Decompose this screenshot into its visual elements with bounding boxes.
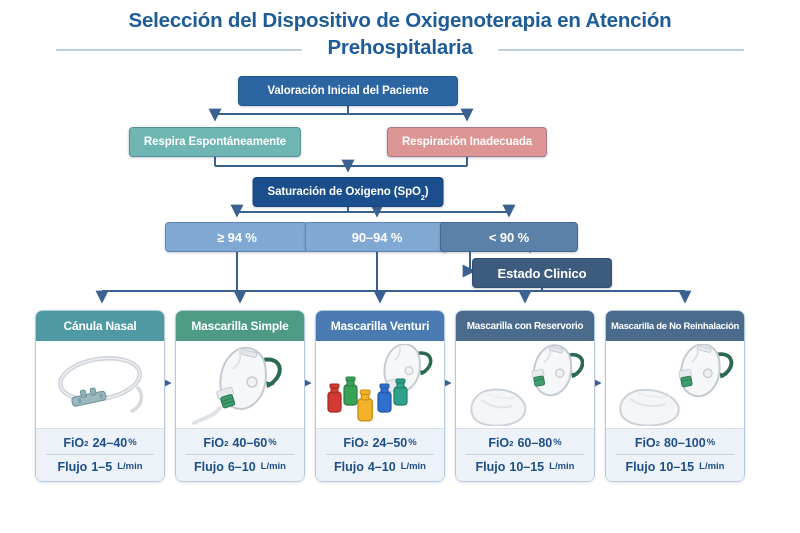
fio2-value: FiO $_2$ 60–80 % [488, 435, 562, 450]
device-values-panel [176, 428, 304, 481]
device-name: Mascarilla Simple [191, 319, 289, 333]
device-card-mascarilla-simple [175, 310, 305, 482]
node-estado-label: Estado Clinico [497, 265, 587, 281]
simple-mask-icon [184, 344, 296, 426]
non-rebreather-mask-icon [616, 344, 734, 426]
venturi-mask-icon [324, 344, 436, 426]
device-name: Mascarilla Venturi [330, 319, 430, 333]
node-spo2-mid-label: 90–94 % [351, 229, 403, 245]
flujo-value: Flujo 1–5 L/min [57, 459, 143, 474]
node-valoracion-inicial [238, 76, 458, 106]
node-estado-clinico [472, 258, 612, 288]
node-spo2-low-label: < 90 % [488, 229, 530, 245]
fio2-value: FiO $_2$ 24–50 % [343, 435, 417, 450]
fio2-value: FiO $_2$ 24–40 % [63, 435, 137, 450]
flujo-value: Flujo 10–15 L/min [475, 459, 575, 474]
device-name: Mascarilla con Reservorio [466, 320, 584, 332]
device-name: Cánula Nasal [63, 319, 137, 333]
device-card-header [316, 311, 444, 341]
device-card-mascarilla-con-reservorio [455, 310, 595, 482]
node-valoracion-label: Valoración Inicial del Paciente [267, 85, 429, 97]
page-title [0, 8, 800, 61]
device-card-header [606, 311, 744, 341]
device-values-panel [606, 428, 744, 481]
node-respira-label: Respira Espontáneamente [143, 136, 287, 148]
device-card-header [36, 311, 164, 341]
device-values-panel [36, 428, 164, 481]
reservoir-mask-icon [466, 344, 584, 426]
node-spo2-lt-90 [440, 222, 578, 252]
node-saturacion-oxigeno [253, 177, 444, 207]
device-name: Mascarilla de No Reinhalación [610, 320, 740, 332]
device-values-panel [316, 428, 444, 481]
node-spo2-gte-94 [165, 222, 309, 252]
title-divider-left [56, 49, 302, 51]
node-respira-espontaneamente [129, 127, 301, 157]
device-card-header [176, 311, 304, 341]
flujo-value: Flujo 4–10 L/min [333, 459, 426, 474]
nasal-cannula-icon [44, 344, 156, 426]
device-card-canula-nasal [35, 310, 165, 482]
device-values-panel [456, 428, 594, 481]
flujo-value: Flujo 10–15 L/min [625, 459, 725, 474]
node-saturacion-label: Saturación de Oxigeno (SpO$_2$) [267, 186, 429, 203]
device-card-mascarilla-venturi [315, 310, 445, 482]
node-respiracion-inadecuada [387, 127, 547, 157]
flujo-value: Flujo 6–10 L/min [193, 459, 286, 474]
fio2-value: FiO $_2$ 40–60 % [203, 435, 277, 450]
device-card-header [456, 311, 594, 341]
node-inadecuada-label: Respiración Inadecuada [401, 136, 533, 148]
device-card-mascarilla-no-reinhalacion [605, 310, 745, 482]
node-spo2-high-label: ≥ 94 % [217, 229, 257, 245]
fio2-value: FiO $_2$ 80–100 % [634, 435, 716, 450]
node-spo2-90-94 [305, 222, 449, 252]
page-title-line2: Prehospitalaria [327, 35, 473, 59]
title-divider-right [498, 49, 744, 51]
page-title-line1: Selección del Dispositivo de Oxigenoterapia en Atención [128, 9, 672, 32]
